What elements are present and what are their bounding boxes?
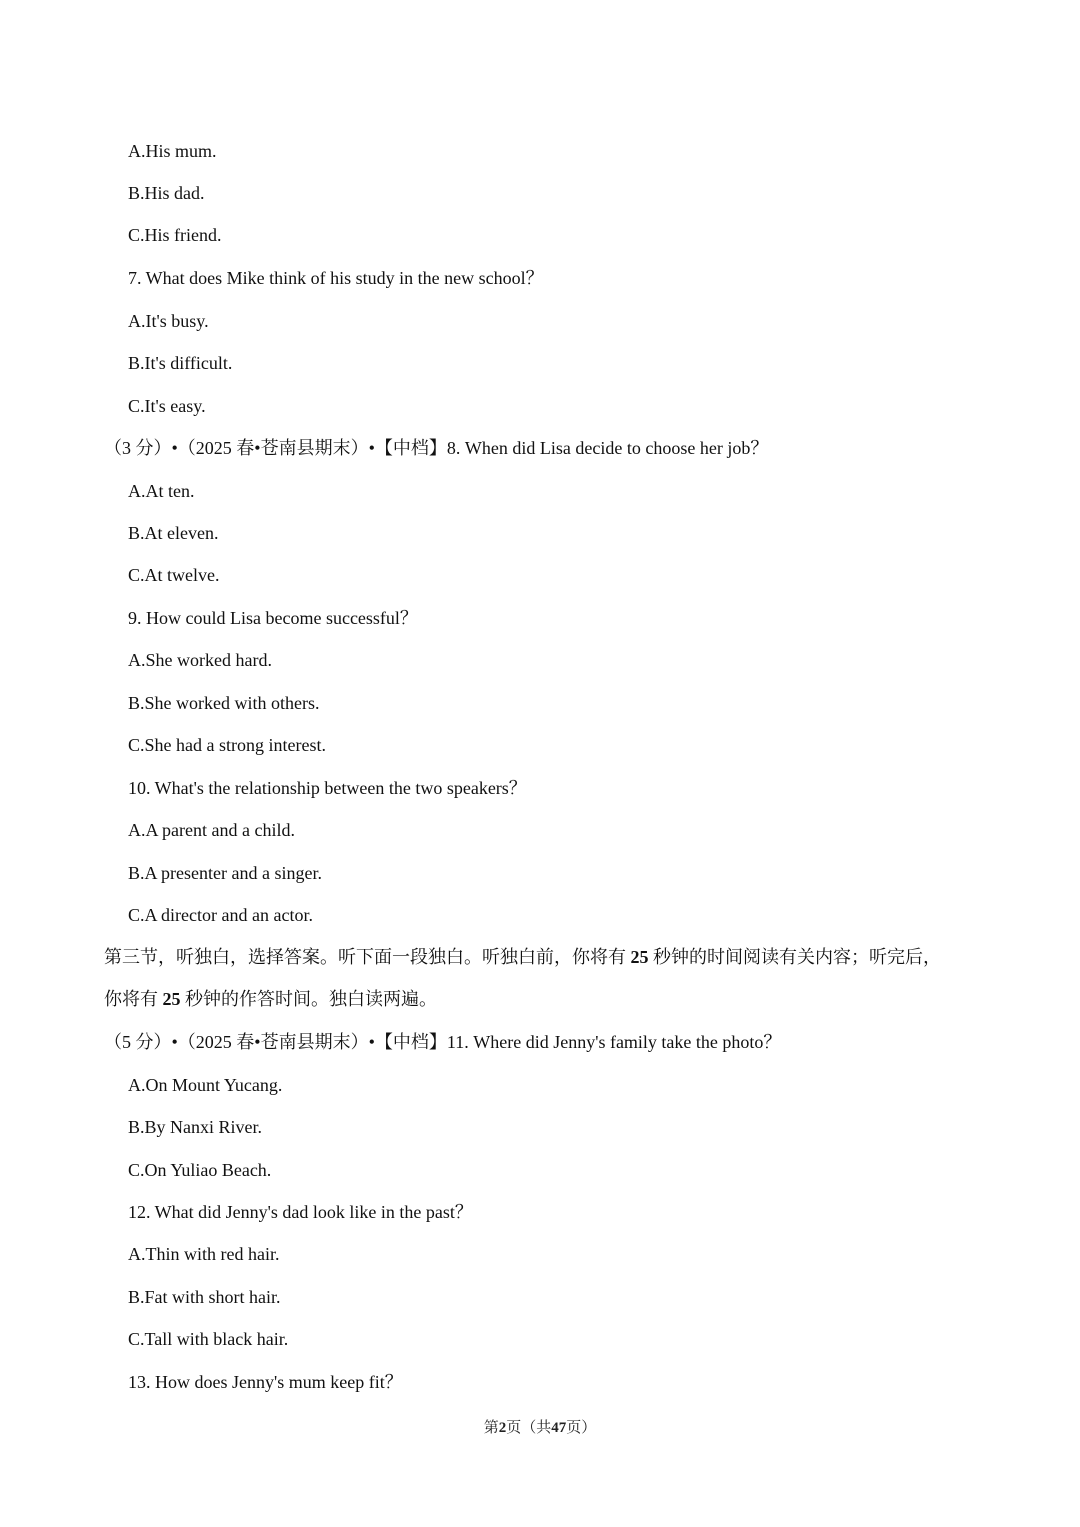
q8-question: 8. When did Lisa decide to choose her job？ <box>446 438 769 458</box>
q10-option-c: C.A director and an actor. <box>128 905 313 925</box>
q12-option-c: C.Tall with black hair. <box>128 1329 289 1349</box>
footer-text: 第 <box>483 1420 499 1436</box>
q13-question: 13. How does Jenny's mum keep fit？ <box>128 1372 403 1392</box>
q6-option-b: B.His dad. <box>128 183 205 203</box>
q8-question-line <box>104 437 768 459</box>
section3-instructions-line1 <box>104 946 941 968</box>
total-pages: 47 <box>551 1420 567 1436</box>
q11-option-b: B.By Nanxi River. <box>128 1117 262 1137</box>
q6-option-c: C.His friend. <box>128 225 222 245</box>
section3-instructions-line2 <box>104 988 437 1010</box>
page-footer <box>0 1418 1080 1438</box>
q6-option-a: A.His mum. <box>128 141 217 161</box>
footer-text: 页（共 <box>506 1420 552 1436</box>
q9-option-c: C.She had a strong interest. <box>128 735 326 755</box>
q10-option-b: B.A presenter and a singer. <box>128 863 322 883</box>
q8-option-a: A.At ten. <box>128 481 195 501</box>
q11-question: 11. Where did Jenny's family take the photo？ <box>446 1032 782 1052</box>
group3-prefix: （3 分）•（2025 春•苍南县期末）•【中档】 <box>104 438 447 458</box>
section3-text: 秒钟的时间阅读有关内容；听完后， <box>653 947 941 967</box>
q8-option-c: C.At twelve. <box>128 565 220 585</box>
q12-option-b: B.Fat with short hair. <box>128 1287 281 1307</box>
q11-question-line <box>104 1031 781 1053</box>
page-number: 2 <box>498 1420 507 1436</box>
q9-option-b: B.She worked with others. <box>128 693 320 713</box>
q9-option-a: A.She worked hard. <box>128 650 272 670</box>
q9-question: 9. How could Lisa become successful？ <box>128 608 418 628</box>
q7-option-b: B.It's difficult. <box>128 353 233 373</box>
q8-option-b: B.At eleven. <box>128 523 219 543</box>
q7-question: 7. What does Mike think of his study in the new school？ <box>128 268 544 288</box>
section3-seconds: 25 <box>162 989 181 1009</box>
section3-text: 你将有 <box>104 989 158 1009</box>
group5-prefix: （5 分）•（2025 春•苍南县期末）•【中档】 <box>104 1032 447 1052</box>
q12-option-a: A.Thin with red hair. <box>128 1244 280 1264</box>
footer-text: 页） <box>566 1420 597 1436</box>
section3-text: 第三节，听独白，选择答案。听下面一段独白。听独白前，你将有 <box>104 947 626 967</box>
q11-option-a: A.On Mount Yucang. <box>128 1075 283 1095</box>
section3-text: 秒钟的作答时间。独白读两遍。 <box>185 989 437 1009</box>
section3-seconds: 25 <box>630 947 649 967</box>
q10-option-a: A.A parent and a child. <box>128 820 295 840</box>
q7-option-c: C.It's easy. <box>128 396 206 416</box>
q7-option-a: A.It's busy. <box>128 311 209 331</box>
q11-option-c: C.On Yuliao Beach. <box>128 1160 272 1180</box>
q10-question: 10. What's the relationship between the two speakers？ <box>128 778 527 798</box>
q12-question: 12. What did Jenny's dad look like in the past？ <box>128 1202 473 1222</box>
